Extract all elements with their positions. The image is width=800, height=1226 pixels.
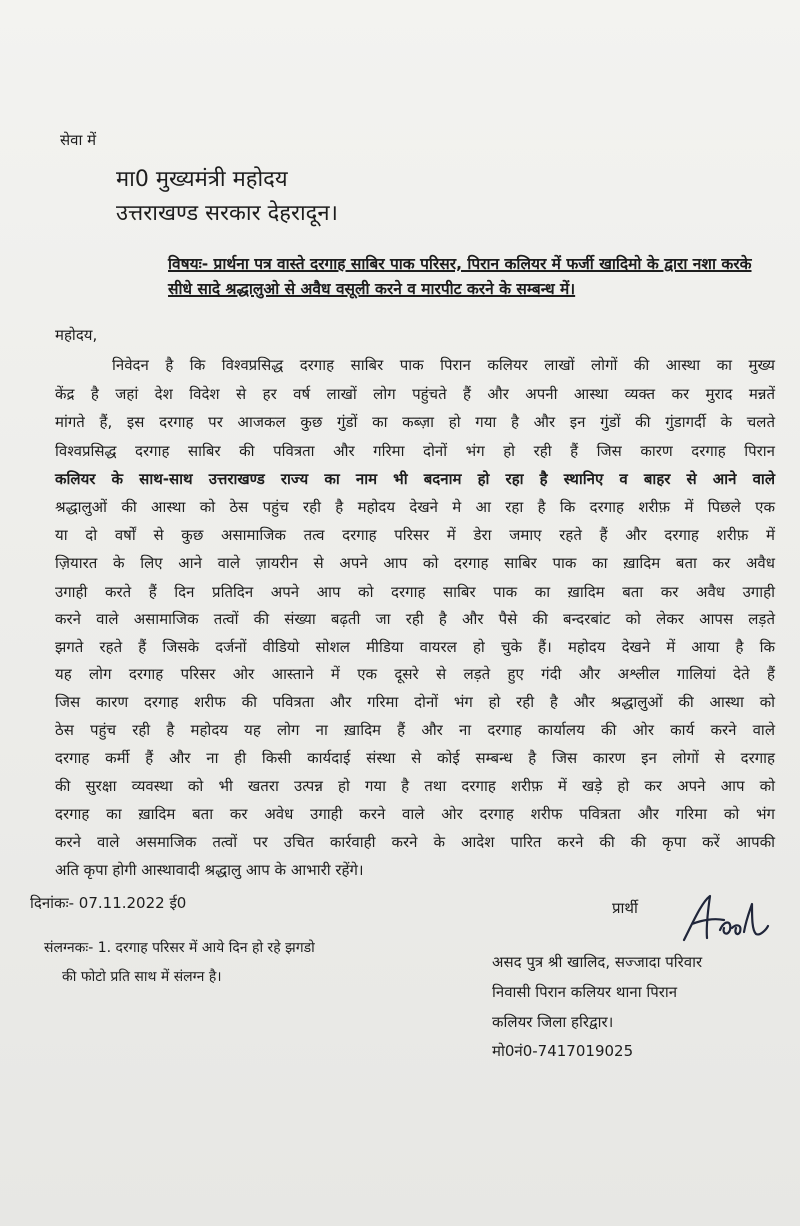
body-line: करने वाले असामाजिक तत्वों की संख्या बढ़ती जा रही है और पैसे की बन्दरबांट को लेकर आपस लड़ते [55, 610, 775, 628]
sender-district: कलियर जिला हरिद्वार। [492, 1013, 614, 1031]
body-line: दरगाह का ख़ादिम बता कर अवेध उगाही करने वाले ओर दरगाह शरीफ पवित्रता और गरिमा को भंग [55, 805, 775, 823]
body-line: जिस कारण दरगाह शरीफ की पवित्रता और गरिमा दोनों भंग हो रही है और श्रद्धालुओं की आस्था को [55, 693, 775, 711]
body-line: करने वाले असमाजिक तत्वों पर उचित कार्रवाही करने के आदेश पारित करने की की कृपा करें आपकी [55, 833, 775, 851]
body-line: अति कृपा होगी आस्थावादी श्रद्धालु आप के आभारी रहेंगे। [55, 861, 364, 879]
sender-address: निवासी पिरान कलियर थाना पिरान [492, 983, 678, 1001]
body-line: कलियर के साथ-साथ उत्तराखण्ड राज्य का नाम भी बदनाम हो रहा है स्थानिए व बाहर से आने वाले [55, 470, 775, 488]
body-line: ज़ियारत के लिए आने वाले ज़ायरीन से अपने आप को दरगाह साबिर पाक का ख़ादिम बता कर अवैध [55, 554, 775, 572]
sender-name: असद पुत्र श्री खालिद, सज्जादा परिवार [492, 953, 703, 971]
body-line: यह लोग दरगाह परिसर ओर आस्ताने में एक दूसरे से लड़ते हुए गंदी और अश्लील गालियां देते हैं [55, 665, 775, 683]
body-line: ठेस पहुंच रही है महोदय यह लोग ना ख़ादिम हैं और ना दरगाह कार्यालय की ओर कार्य करने वाले [55, 721, 775, 739]
body-line: या दो वर्षों से कुछ असामाजिक तत्व दरगाह परिसर में डेरा जमाए रहते हैं और दरगाह शरीफ़ में [55, 526, 775, 544]
recipient-office: उत्तराखण्ड सरकार देहरादून। [116, 201, 338, 226]
address-greeting: महोदय, [55, 326, 98, 344]
sender-phone: मो0नं0-7417019025 [492, 1042, 634, 1060]
body-line: मांगते हैं, इस दरगाह पर आजकल कुछ गुंडों का कब्ज़ा हो गया है और इन गुंडों की गुंडागर्दी के चलते [55, 413, 775, 431]
applicant-label: प्रार्थी [612, 899, 638, 917]
enclosure-line: की फोटो प्रति साथ में संलग्न है। [62, 969, 222, 985]
subject-line: विषयः- प्रार्थना पत्र वास्ते दरगाह साबिर पाक परिसर, पिरान कलियर में फर्जी खादिमो के द्वारा नशा करके सीधे सादे श्रद्धालुओ से अवैध वसूली करने व मारपीट करने के सम्बन्ध में। [168, 255, 752, 298]
body-line: निवेदन है कि विश्वप्रसिद्ध दरगाह साबिर पाक पिरान कलियर लाखों लोगों की आस्था का मुख्य [112, 356, 775, 374]
signature-image [680, 890, 770, 950]
enclosure-line: संलग्नकः- 1. दरगाह परिसर में आये दिन हो रहे झगडो [44, 940, 315, 956]
body-line: केंद्र है जहां देश विदेश से हर वर्ष लाखों लोग पहुंचते हैं और अपनी आस्था व्यक्त कर मुराद मन्नतें [55, 385, 775, 403]
letter-date: दिनांकः- 07.11.2022 ई0 [30, 894, 187, 912]
recipient-title: मा0 मुख्यमंत्री महोदय [116, 167, 288, 192]
salutation-to: सेवा में [60, 131, 97, 149]
body-line: दरगाह कर्मी हैं और ना ही किसी कार्यदाई संस्था से कोई सम्बन्ध है जिस कारण इन लोगों से दरगाह [55, 749, 775, 767]
body-line: विश्वप्रसिद्ध दरगाह साबिर की पवित्रता और गरिमा दोनों भंग हो रही हैं जिस कारण दरगाह पिरान [55, 442, 775, 460]
body-line: झगते रहते हैं जिसके दर्जनों वीडियो सोशल मीडिया वायरल हो चुके हैं। महोदय देखने में आया है कि [55, 638, 775, 656]
body-line: की सुरक्षा व्यवस्था को भी खतरा उत्पन्न हो गया है तथा दरगाह शरीफ़ में खड़े हो कर अपने आप को [55, 777, 776, 795]
body-line: उगाही करते हैं दिन प्रतिदिन अपने आप को दरगाह साबिर पाक का ख़ादिम बता कर अवैध उगाही [55, 583, 775, 601]
body-line: श्रद्धालुओं की आस्था को ठेस पहुंच रही है महोदय देखने मे आ रहा है कि दरगाह शरीफ़ में पिछले एक [55, 498, 775, 516]
